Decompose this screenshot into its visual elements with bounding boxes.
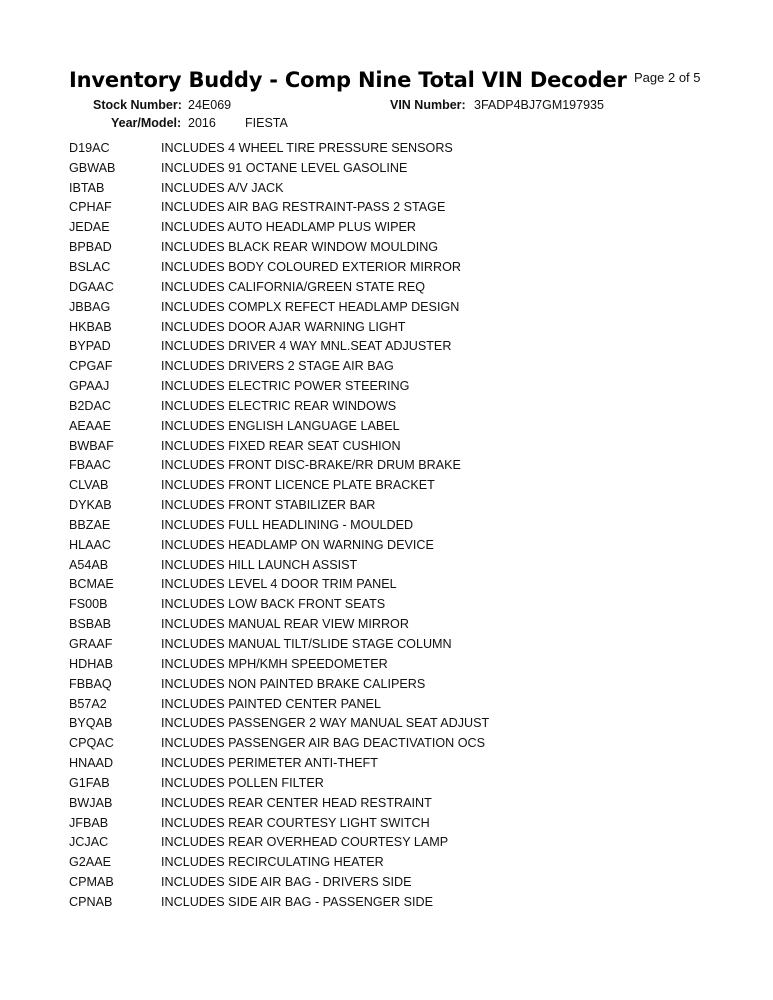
option-description: INCLUDES BODY COLOURED EXTERIOR MIRROR: [161, 259, 461, 274]
list-item: [69, 317, 489, 337]
option-description: INCLUDES PERIMETER ANTI-THEFT: [161, 756, 378, 771]
option-code: FBAAC: [69, 458, 111, 473]
option-description: INCLUDES FRONT DISC-BRAKE/RR DRUM BRAKE: [161, 458, 461, 473]
option-description: INCLUDES DOOR AJAR WARNING LIGHT: [161, 319, 406, 334]
list-item: [69, 297, 489, 317]
option-code: HNAAD: [69, 756, 114, 771]
option-description: INCLUDES BLACK REAR WINDOW MOULDING: [161, 240, 439, 255]
list-item: [69, 614, 489, 634]
list-item: [69, 733, 489, 753]
option-code: HLAAC: [69, 537, 111, 552]
option-description: INCLUDES 91 OCTANE LEVEL GASOLINE: [161, 160, 408, 175]
list-item: [69, 654, 489, 674]
list-item: [69, 456, 489, 476]
option-code: BYQAB: [69, 716, 113, 731]
page-title: Inventory Buddy - Comp Nine Total VIN Decoder: [69, 68, 627, 92]
option-description: INCLUDES REAR COURTESY LIGHT SWITCH: [161, 815, 430, 830]
option-description: INCLUDES REAR CENTER HEAD RESTRAINT: [161, 795, 432, 810]
year-model-label: Year/Model:: [111, 116, 182, 130]
option-code: GRAAF: [69, 637, 113, 652]
option-code: CPMAB: [69, 875, 114, 890]
option-code: BCMAE: [69, 577, 114, 592]
option-code: BWJAB: [69, 795, 113, 810]
option-description: INCLUDES MANUAL TILT/SLIDE STAGE COLUMN: [161, 637, 452, 652]
option-code: JEDAE: [69, 220, 110, 235]
option-code: BBZAE: [69, 517, 111, 532]
option-description: INCLUDES A/V JACK: [161, 180, 284, 195]
option-description: INCLUDES FRONT STABILIZER BAR: [161, 498, 376, 513]
option-description: INCLUDES MANUAL REAR VIEW MIRROR: [161, 617, 409, 632]
stock-number-label: Stock Number:: [93, 98, 182, 112]
option-code: CPGAF: [69, 359, 113, 374]
option-code: HDHAB: [69, 656, 114, 671]
list-item: [69, 594, 489, 614]
option-code: G2AAE: [69, 855, 111, 870]
option-description: INCLUDES PASSENGER AIR BAG DEACTIVATION OCS: [161, 736, 486, 751]
list-item: [69, 416, 489, 436]
option-description: INCLUDES RECIRCULATING HEATER: [161, 855, 384, 870]
page-indicator: Page 2 of 5: [634, 70, 701, 85]
option-code: CPHAF: [69, 200, 112, 215]
list-item: [69, 713, 489, 733]
option-code: JBBAG: [69, 299, 111, 314]
option-description: INCLUDES SIDE AIR BAG - DRIVERS SIDE: [161, 875, 412, 890]
vin-number-label: VIN Number:: [390, 98, 466, 112]
option-description: INCLUDES REAR OVERHEAD COURTESY LAMP: [161, 835, 449, 850]
model-value: FIESTA: [245, 116, 288, 130]
option-code-list: [69, 138, 489, 912]
option-code: BSBAB: [69, 617, 111, 632]
option-code: GPAAJ: [69, 379, 110, 394]
option-description: INCLUDES HILL LAUNCH ASSIST: [161, 557, 358, 572]
option-description: INCLUDES LEVEL 4 DOOR TRIM PANEL: [161, 577, 397, 592]
option-code: JFBAB: [69, 815, 109, 830]
option-description: INCLUDES 4 WHEEL TIRE PRESSURE SENSORS: [161, 140, 453, 155]
option-description: INCLUDES AUTO HEADLAMP PLUS WIPER: [161, 220, 416, 235]
list-item: [69, 833, 489, 853]
option-code: CLVAB: [69, 478, 109, 493]
option-description: INCLUDES ELECTRIC REAR WINDOWS: [161, 398, 397, 413]
list-item: [69, 753, 489, 773]
option-description: INCLUDES LOW BACK FRONT SEATS: [161, 597, 386, 612]
list-item: [69, 138, 489, 158]
option-code: DYKAB: [69, 498, 112, 513]
list-item: [69, 694, 489, 714]
option-code: IBTAB: [69, 180, 105, 195]
option-code: BYPAD: [69, 339, 111, 354]
list-item: [69, 237, 489, 257]
year-value: 2016: [188, 116, 216, 130]
list-item: [69, 217, 489, 237]
option-description: INCLUDES CALIFORNIA/GREEN STATE REQ: [161, 279, 426, 294]
option-code: GBWAB: [69, 160, 116, 175]
list-item: [69, 515, 489, 535]
option-code: D19AC: [69, 140, 110, 155]
option-description: INCLUDES COMPLX REFECT HEADLAMP DESIGN: [161, 299, 460, 314]
option-code: CPNAB: [69, 894, 113, 909]
list-item: [69, 277, 489, 297]
list-item: [69, 376, 489, 396]
list-item: [69, 336, 489, 356]
option-code: FS00B: [69, 597, 108, 612]
list-item: [69, 793, 489, 813]
option-description: INCLUDES ENGLISH LANGUAGE LABEL: [161, 418, 400, 433]
list-item: [69, 575, 489, 595]
option-description: INCLUDES POLLEN FILTER: [161, 775, 324, 790]
list-item: [69, 892, 489, 912]
option-code: B2DAC: [69, 398, 111, 413]
option-code: BPBAD: [69, 240, 112, 255]
option-code: B57A2: [69, 696, 107, 711]
option-code: CPQAC: [69, 736, 114, 751]
option-code: DGAAC: [69, 279, 114, 294]
stock-number-value: 24E069: [188, 98, 232, 112]
option-description: INCLUDES FIXED REAR SEAT CUSHION: [161, 438, 401, 453]
option-description: INCLUDES SIDE AIR BAG - PASSENGER SIDE: [161, 894, 434, 909]
option-code: AEAAE: [69, 418, 111, 433]
list-item: [69, 356, 489, 376]
option-description: INCLUDES FRONT LICENCE PLATE BRACKET: [161, 478, 435, 493]
option-code: BWBAF: [69, 438, 114, 453]
list-item: [69, 257, 489, 277]
list-item: [69, 158, 489, 178]
option-code: BSLAC: [69, 259, 111, 274]
option-description: INCLUDES DRIVERS 2 STAGE AIR BAG: [161, 359, 394, 374]
option-description: INCLUDES NON PAINTED BRAKE CALIPERS: [161, 676, 426, 691]
option-description: INCLUDES ELECTRIC POWER STEERING: [161, 379, 410, 394]
list-item: [69, 813, 489, 833]
option-code: HKBAB: [69, 319, 112, 334]
list-item: [69, 396, 489, 416]
vin-number-value: 3FADP4BJ7GM197935: [474, 98, 604, 112]
option-description: INCLUDES DRIVER 4 WAY MNL.SEAT ADJUSTER: [161, 339, 452, 354]
option-description: INCLUDES HEADLAMP ON WARNING DEVICE: [161, 537, 434, 552]
list-item: [69, 436, 489, 456]
option-description: INCLUDES MPH/KMH SPEEDOMETER: [161, 656, 388, 671]
option-description: INCLUDES PAINTED CENTER PANEL: [161, 696, 381, 711]
option-code: FBBAQ: [69, 676, 112, 691]
list-item: [69, 852, 489, 872]
option-code: JCJAC: [69, 835, 109, 850]
list-item: [69, 475, 489, 495]
list-item: [69, 634, 489, 654]
list-item: [69, 495, 489, 515]
list-item: [69, 198, 489, 218]
option-code: G1FAB: [69, 775, 110, 790]
option-description: INCLUDES PASSENGER 2 WAY MANUAL SEAT ADJUST: [161, 716, 490, 731]
list-item: [69, 535, 489, 555]
list-item: [69, 674, 489, 694]
option-code: A54AB: [69, 557, 109, 572]
option-description: INCLUDES AIR BAG RESTRAINT-PASS 2 STAGE: [161, 200, 446, 215]
list-item: [69, 178, 489, 198]
list-item: [69, 555, 489, 575]
list-item: [69, 773, 489, 793]
option-description: INCLUDES FULL HEADLINING - MOULDED: [161, 517, 414, 532]
list-item: [69, 872, 489, 892]
